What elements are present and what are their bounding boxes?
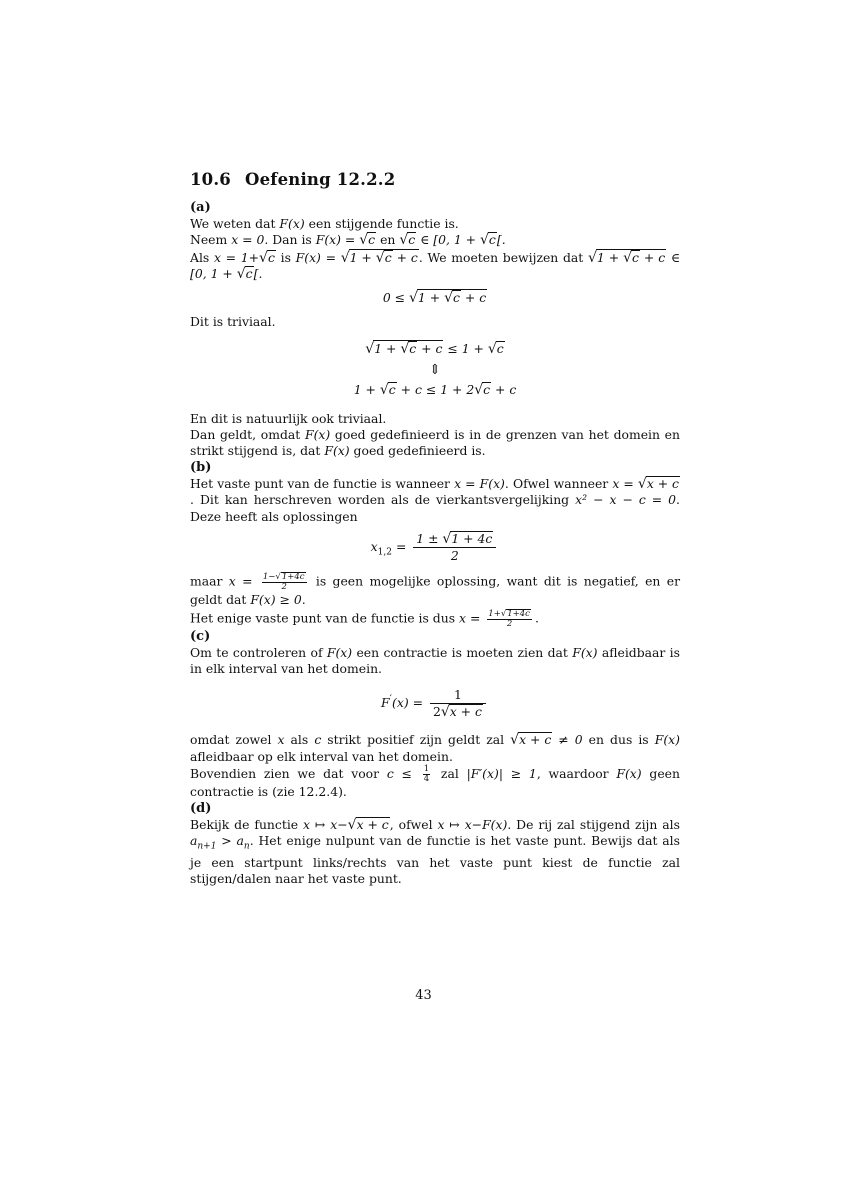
equation-b-1: $x_{1,2}$ = $\frac{1 \pm √1 + 4c}{2}$ — [190, 531, 680, 564]
part-b-label: (b) — [190, 459, 212, 475]
part-c-paragraph-2: omdat zowel x als c strikt positief zijn geldt zal √x + c ≠ 0 en dus is F(x) afleidbaar op elk interval van het domein. Bovendien zien we dat voor c ≤ $\frac{1}{4}$ zal |F′(x)| ≥ 1, waardoor F(x) geen contractie is (zie 12.2.4). — [190, 732, 680, 800]
equivalence-arrow: ⇕ — [429, 361, 441, 378]
equation-c-1: F′(x) = $\frac{1}{2√x + c}$ — [190, 687, 680, 720]
section-number: 10.6 — [190, 170, 231, 189]
section-heading — [190, 170, 680, 190]
part-c-paragraph-1: Om te controleren of F(x) een contractie is moeten zien dat F(x) afleidbaar is in elk interval van het domein. — [190, 644, 681, 676]
paper-page — [190, 170, 680, 888]
part-b-paragraph-2: maar x = $\frac{1-√1+4c}{2}$ is geen mogelijke oplossing, want dit is negatief, en er geldt dat F(x) ≥ 0. Het enige vaste punt van de functie is dus x = $\frac{1+√1+4c}{2}$ . — [190, 572, 680, 629]
page-number: 43 — [415, 988, 432, 1003]
part-c-label: (c) — [190, 628, 211, 644]
equation-a-1: 0 ≤ √1 + √c + c — [382, 289, 487, 306]
part-b-paragraph-1: Het vaste punt van de functie is wanneer x = F(x). Ofwel wanneer x = √x + c. Dit kan herschreven worden als de vierkantsvergelijking x² − x − c = 0. Deze heeft als oplossingen — [190, 475, 680, 524]
part-d-label: (d) — [190, 800, 212, 816]
part-d-paragraph-1: Bekijk de functie x ↦ x−√x + c, ofwel x ↦ x−F(x). De rij zal stijgend zijn als $a_{n+1} > a_n$. Het enige nulpunt van de functie is het vaste punt. Bewijs dat als je een startpunt links/rechts van het vaste punt kiest de functie zal stijgen/dalen naar het vaste punt. — [190, 816, 680, 887]
part-a-trivial: Dit is triviaal. — [190, 314, 276, 330]
part-a-label: (a) — [190, 200, 211, 215]
equation-a-2: √1 + √c + c ≤ 1 + √c — [365, 341, 504, 358]
part-a-paragraph-2: En dit is natuurlijk ook triviaal. Dan geldt, omdat F(x) goed gedefinieerd is in de grenzen van het domein en strikt stijgend is, dat F(x) goed gedefinieerd is. — [190, 410, 680, 459]
equation-a-3: 1 + √c + c ≤ 1 + 2√c + c — [353, 382, 517, 399]
part-a-paragraph-1: We weten dat F(x) een stijgende functie is. Neem x = 0. Dan is F(x) = √c en √c ∈ [0, 1 + √c[. Als x = 1+√c is F(x) = √1 + √c + c. We moeten bewijzen dat √1 + √c + c ∈ [0, 1 + √c[. — [190, 216, 681, 283]
section-title: Oefening 12.2.2 — [245, 170, 396, 189]
